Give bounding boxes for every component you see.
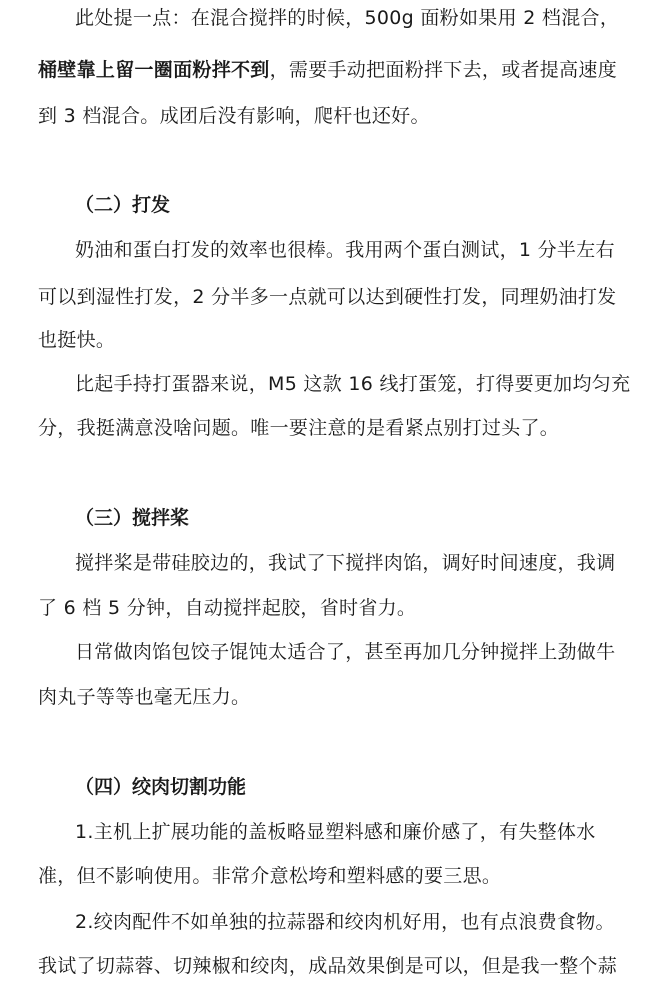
- section-heading: （二）打发: [75, 194, 171, 216]
- paragraph-line: 到 3 档混合。成团后没有影响，爬杆也还好。: [38, 105, 430, 127]
- paragraph-line: 分，我挺满意没啥问题。唯一要注意的是看紧点别打过头了。: [38, 417, 560, 439]
- paragraph-line: 可以到湿性打发，2 分半多一点就可以达到硬性打发，同理奶油打发: [38, 286, 617, 308]
- paragraph-text: ，需要手动把面粉拌下去，或者提高速度: [269, 59, 618, 81]
- bold-emphasis: 桶壁靠上留一圈面粉拌不到: [38, 59, 270, 81]
- paragraph-line: 搅拌桨是带硅胶边的，我试了下搅拌肉馅，调好时间速度，我调: [75, 552, 616, 574]
- paragraph-line: 也挺快。: [38, 329, 116, 351]
- paragraph-line: 此处提一点：在混合搅拌的时候，500g 面粉如果用 2 档混合，: [75, 7, 620, 29]
- paragraph-line: 奶油和蛋白打发的效率也很棒。我用两个蛋白测试，1 分半左右: [75, 239, 615, 261]
- paragraph-line: 日常做肉馅包饺子馄饨太适合了，甚至再加几分钟搅拌上劲做牛: [75, 641, 616, 663]
- paragraph-line: 比起手持打蛋器来说，M5 这款 16 线打蛋笼，打得要更加均匀充: [75, 373, 631, 395]
- paragraph-line: 我试了切蒜蓉、切辣椒和绞肉，成品效果倒是可以，但是我一整个蒜: [38, 955, 618, 977]
- paragraph-line: 了 6 档 5 分钟，自动搅拌起胶，省时省力。: [38, 597, 417, 619]
- paragraph-line: 准，但不影响使用。非常介意松垮和塑料感的要三思。: [38, 865, 502, 887]
- paragraph-line: [38, 58, 638, 82]
- paragraph-line: 2.绞肉配件不如单独的拉蒜器和绞肉机好用，也有点浪费食物。: [75, 911, 615, 933]
- paragraph-line: 1.主机上扩展功能的盖板略显塑料感和廉价感了，有失整体水: [75, 821, 596, 843]
- section-heading: （三）搅拌桨: [75, 507, 190, 529]
- section-heading: （四）绞肉切割功能: [75, 776, 247, 798]
- paragraph-line: 肉丸子等等也毫无压力。: [38, 686, 251, 708]
